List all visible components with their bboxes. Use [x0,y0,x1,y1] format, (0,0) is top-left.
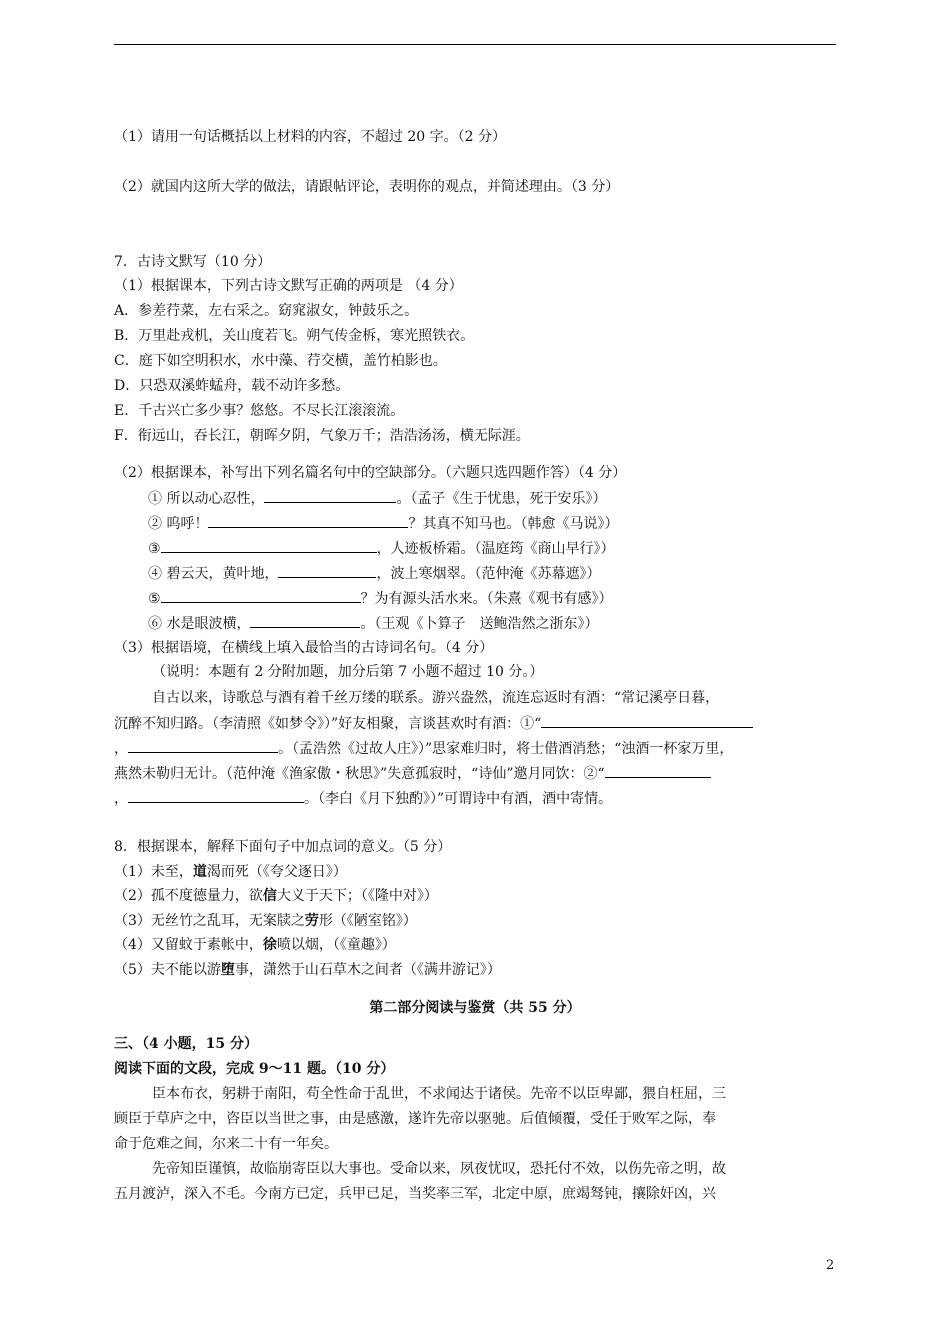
q7-part3-line4 [114,763,711,784]
answer-blank[interactable] [541,713,753,728]
q8-item-post: 大义于天下；（《隆中对》） [276,888,438,904]
fill-item-6 [148,613,598,634]
passage-line: 臣本布衣，躬耕于南阳，苟全性命于乱世，不求闻达于诸侯。先帝不以臣卑鄙，猥自枉屈，三 [152,1086,726,1102]
q8-title: 8．根据课本，解释下面句子中加点词的意义。（5 分） [114,839,452,855]
fill-item-post: 。（孟子《生于忧患，死于安乐》） [396,491,607,507]
q8-item-pre: （3）无丝竹之乱耳，无案牍之 [114,913,305,929]
q7-part3-note: （说明：本题有 2 分附加题，加分后第 7 小题不超过 10 分。） [152,664,544,680]
fill-item-3 [148,538,615,559]
q7-option-a: A．参差荇菜，左右采之。窈窕淑女，钟鼓乐之。 [114,303,419,319]
q8-item-post: 事，潇然于山石草木之间者（《满井游记》） [234,962,501,978]
dotted-word: 道 [192,864,207,880]
q8-item-1 [114,862,347,882]
header-rule [114,44,836,45]
q8-item-2 [114,886,438,906]
q7-part3-line2 [114,713,753,734]
page-number: 2 [826,1258,835,1273]
passage-line: 五月渡泸，深入不毛。今南方已定，兵甲已足，当奖率三军，北定中原，庶竭驽钝，攘除奸凶，兴 [114,1186,716,1202]
answer-blank[interactable] [161,538,377,553]
answer-blank[interactable] [208,513,408,528]
q7-part3-line1: 自古以来，诗歌总与酒有着千丝万缕的联系。游兴盎然，流连忘返时有酒：“常记溪亭日暮， [152,690,720,706]
q7-option-f: F．衔远山，吞长江，朝晖夕阴，气象万千；浩浩汤汤，横无际涯。 [114,428,530,444]
fill-item-post: ，人迹板桥霜。（温庭筠《商山早行》） [376,541,615,557]
answer-blank[interactable] [605,763,711,778]
q8-item-pre: （2）孤不度德量力，欲 [114,888,263,904]
fill-item-pre: ③ [148,541,161,557]
q7-part1-stem: （1）根据课本，下列古诗文默写正确的两项是 （4 分） [114,278,463,294]
fill-item-post: ？其真不知马也。（韩愈《马说》） [408,516,619,532]
passage-line: 顾臣于草庐之中，咨臣以当世之事，由是感激，遂许先帝以驱驰。后值倾覆，受任于败军之际，奉 [114,1111,716,1127]
part3-text: 燕然未勒归无计。（范仲淹《渔家傲・秋思》”失意孤寂时，“诗仙”邀月同饮：②“ [114,766,605,782]
part3-text: 沉醉不知归路。（李清照《如梦令》）”好友相聚，言谈甚欢时有酒：①“ [114,716,542,732]
q8-item-post: 形（《陋室铭》） [318,913,417,929]
answer-blank[interactable] [161,588,361,603]
fill-item-pre: ② 呜呼！ [148,516,209,532]
answer-blank[interactable] [264,488,396,503]
q7-title: 7．古诗文默写（10 分） [114,254,272,270]
answer-blank[interactable] [278,563,376,578]
q7-part2-stem: （2）根据课本，补写出下列名篇名句中的空缺部分。（六题只选四题作答）（4 分） [114,465,627,481]
part2-title: 第二部分阅读与鉴赏（共 55 分） [369,1000,581,1016]
answer-blank[interactable] [250,613,360,628]
q8-item-4 [114,935,396,955]
fill-item-pre: ⑤ [148,591,161,607]
q8-item-post: 喷以烟，（《童趣》） [276,937,396,953]
part3-text: 。（李白《月下独酌》）”可谓诗中有酒，酒中寄情。 [304,791,613,807]
dotted-word: 堕 [220,962,235,978]
dotted-word: 劳 [304,913,319,929]
q7-option-c: C．庭下如空明积水，水中藻、荇交横，盖竹柏影也。 [114,353,447,369]
q6-sub2: （2）就国内这所大学的做法，请跟帖评论，表明你的观点，并简述理由。（3 分） [114,179,620,195]
fill-item-post: ，波上寒烟翠。（范仲淹《苏幕遮》） [376,566,601,582]
fill-item-4 [148,563,600,584]
passage-line: 先帝知臣谨慎，故临崩寄臣以大事也。受命以来，夙夜忧叹，恐托付不效，以伤先帝之明，故 [152,1161,726,1177]
q6-sub1: （1）请用一句话概括以上材料的内容，不超过 20 字。（2 分） [114,129,506,145]
fill-item-pre: ⑥ 水是眼波横， [148,616,251,632]
fill-item-pre: ④ 碧云天，黄叶地， [148,566,279,582]
q7-option-e: E．千古兴亡多少事？悠悠。不尽长江滚滚流。 [114,403,405,419]
q8-item-pre: （1）未至， [114,864,193,880]
q7-option-b: B．万里赴戎机，关山度若飞。朔气传金柝，寒光照铁衣。 [114,328,475,344]
section3-instruction: 阅读下面的文段，完成 9～11 题。（10 分） [114,1061,395,1077]
fill-item-post: ？为有源头活水来。（朱熹《观书有感》） [360,591,613,607]
q8-item-3 [114,911,417,931]
q7-part3-line3 [114,738,733,759]
section3-title: 三、（4 小题，15 分） [114,1036,258,1052]
q7-part3-stem: （3）根据语境，在横线上填入最恰当的古诗词名句。（4 分） [114,640,494,656]
q8-item-pre: （4）又留蚊于素帐中， [114,937,263,953]
part3-text: ， [114,791,128,807]
dotted-word: 信 [262,888,277,904]
answer-blank[interactable] [128,738,278,753]
q8-item-post: 渴而死（《夸父逐日》） [206,864,347,880]
fill-item-2 [148,513,618,534]
dotted-word: 徐 [262,937,277,953]
passage-line: 命于危难之间，尔来二十有一年矣。 [114,1136,338,1152]
answer-blank[interactable] [128,788,304,803]
q7-option-d: D．只恐双溪蚱蜢舟，载不动许多愁。 [114,378,350,394]
q8-item-5 [114,960,501,980]
q8-item-pre: （5）夫不能以游 [114,962,221,978]
fill-item-5 [148,588,613,609]
fill-item-1 [148,488,606,509]
part3-text: 。（孟浩然《过故人庄》）”思家难归时，将士借酒消愁；“浊酒一杯家万里， [278,741,734,757]
part3-text: ， [114,741,128,757]
q7-part3-line5 [114,788,612,809]
fill-item-post: 。（王观《卜算子 送鲍浩然之浙东》） [360,616,599,632]
fill-item-pre: ① 所以动心忍性， [148,491,265,507]
